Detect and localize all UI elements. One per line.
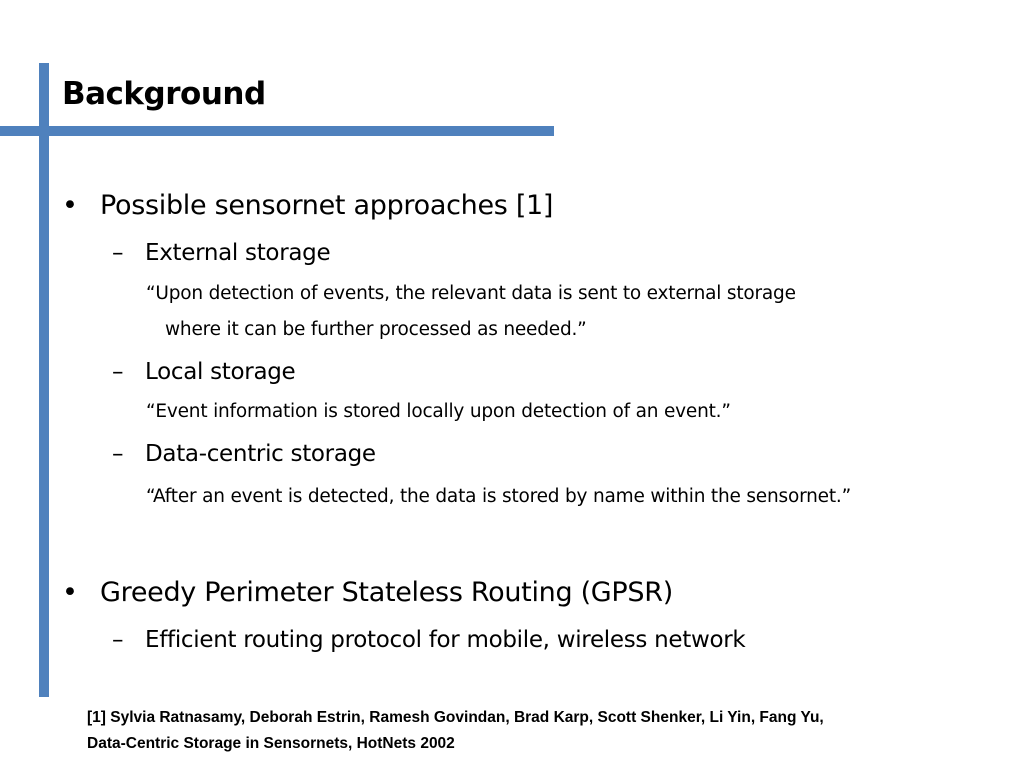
dash-symbol: – bbox=[112, 627, 124, 653]
quote-data-centric-storage: “After an event is detected, the data is stored by name within the sensornet.” bbox=[146, 486, 851, 507]
dash-symbol: – bbox=[112, 240, 124, 266]
quote-external-storage-line-2: where it can be further processed as needed.” bbox=[165, 319, 587, 340]
bullet-text: Possible sensornet approaches [1] bbox=[100, 190, 554, 221]
bullet-symbol: • bbox=[62, 577, 78, 608]
dash-symbol: – bbox=[112, 359, 124, 385]
footnote-line-1: [1] Sylvia Ratnasamy, Deborah Estrin, Ramesh Govindan, Brad Karp, Scott Shenker, Li Yin, Fang Yu, bbox=[87, 709, 824, 726]
footnote-line-2: Data-Centric Storage in Sensornets, HotNets 2002 bbox=[87, 735, 455, 752]
sub-item-label: External storage bbox=[145, 240, 331, 266]
sub-item-external-storage bbox=[112, 240, 331, 266]
bullet-item-sensornet-approaches bbox=[62, 190, 554, 221]
sub-item-efficient-routing bbox=[112, 627, 746, 653]
bullet-symbol: • bbox=[62, 190, 78, 221]
dash-symbol: – bbox=[112, 441, 124, 467]
bullet-text: Greedy Perimeter Stateless Routing (GPSR) bbox=[100, 577, 673, 608]
accent-bar-vertical bbox=[39, 63, 49, 697]
sub-item-label: Efficient routing protocol for mobile, wireless network bbox=[145, 627, 746, 653]
sub-item-label: Local storage bbox=[145, 359, 296, 385]
quote-external-storage-line-1: “Upon detection of events, the relevant data is sent to external storage bbox=[146, 283, 796, 304]
quote-local-storage: “Event information is stored locally upon detection of an event.” bbox=[146, 401, 731, 422]
accent-bar-horizontal bbox=[0, 126, 554, 136]
sub-item-label: Data-centric storage bbox=[145, 441, 376, 467]
sub-item-data-centric-storage bbox=[112, 441, 376, 467]
footnote-reference bbox=[87, 705, 824, 757]
bullet-item-gpsr bbox=[62, 577, 673, 608]
sub-item-local-storage bbox=[112, 359, 296, 385]
slide-title: Background bbox=[62, 76, 266, 112]
